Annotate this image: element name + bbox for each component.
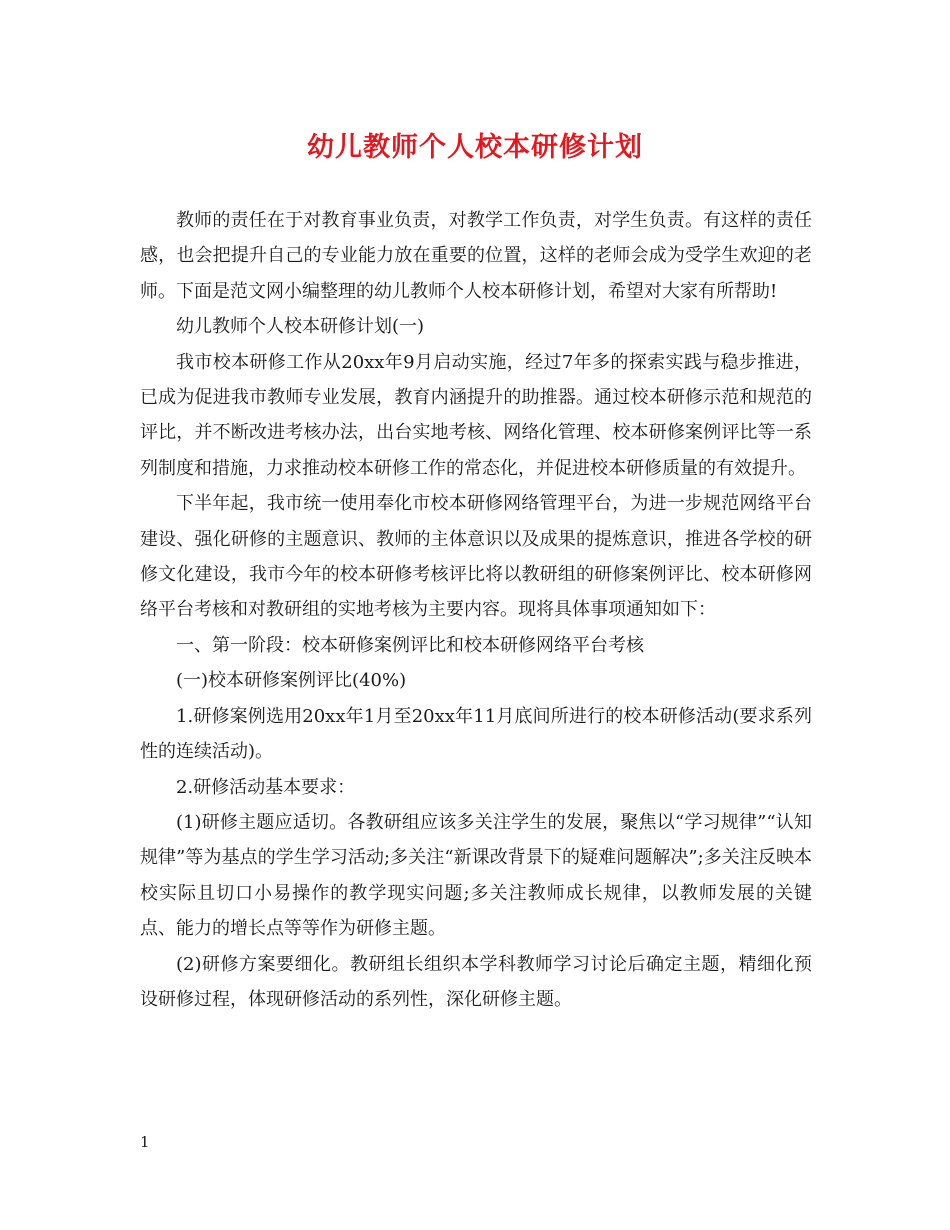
document-body [140, 203, 812, 1017]
paragraph-item-2: 2.研修活动基本要求： [176, 776, 356, 798]
paragraph-platform: 下半年起，我市统一使用奉化市校本研修网络管理平台，为进一步规范网络平台建设、强化研修的主题意识、教师的主体意识以及成果的提炼意识，推进各学校的研修文化建设，我市今年的校本研修考核评比将以教研组的研修案例评比、校本研修网络平台考核和对教研组的实地考核为主要内容。现将具体事项通知如下： [140, 493, 812, 621]
paragraph-subitem-1: (1)研修主题应适切。各教研组应该多关注学生的发展，聚焦以“学习规律”“认知规律”等为基点的学生学习活动;多关注“新课改背景下的疑难问题解决”;多关注反映本校实际且切口小易操作的教学现实问题;多关注教师成长规律，以教师发展的关键点、能力的增长点等等作为研修主题。 [140, 811, 812, 940]
paragraph-section-heading: 幼儿教师个人校本研修计划(一) [176, 316, 425, 338]
document-title: 幼儿教师个人校本研修计划 [307, 132, 643, 163]
paragraph-stage-one: 一、第一阶段：校本研修案例评比和校本研修网络平台考核 [176, 634, 644, 656]
paragraph-background: 我市校本研修工作从20xx年9月启动实施，经过7年多的探索实践与稳步推进，已成为促进我市教师专业发展，教育内涵提升的助推器。通过校本研修示范和规范的评比，并不断改进考核办法，出台实地考核、网络化管理、校本研修案例评比等一系列制度和措施，力求推动校本研修工作的常态化，并促进校本研修质量的有效提升。 [140, 351, 812, 479]
paragraph-subitem-2: (2)研修方案要细化。教研组长组织本学科教师学习讨论后确定主题，精细化预设研修过程，体现研修活动的系列性，深化研修主题。 [140, 953, 812, 1010]
paragraph-item-1: 1.研修案例选用20xx年1月至20xx年11月底间所进行的校本研修活动(要求系列性的连续活动)。 [140, 705, 812, 763]
paragraph-case-review: (一)校本研修案例评比(40%) [176, 670, 407, 692]
paragraph-intro: 教师的责任在于对教育事业负责，对教学工作负责，对学生负责。有这样的责任感，也会把提升自己的专业能力放在重要的位置，这样的老师会成为受学生欢迎的老师。下面是范文网小编整理的幼儿教师个人校本研修计划，希望对大家有所帮助! [140, 210, 812, 302]
page-number: 1 [140, 1133, 150, 1151]
